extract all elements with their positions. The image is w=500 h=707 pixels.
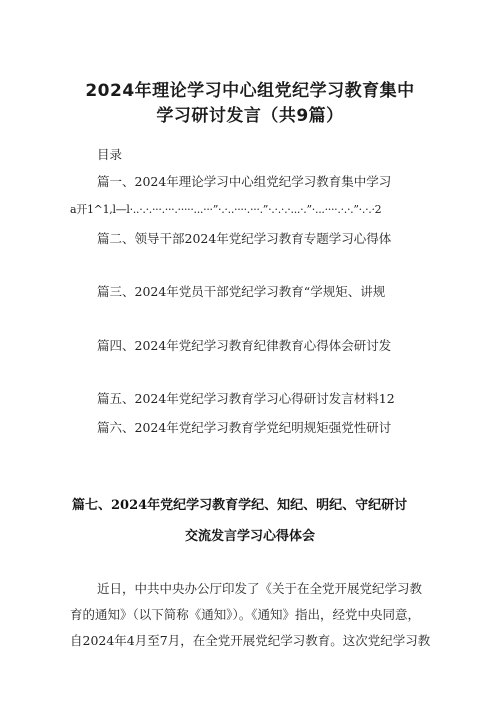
toc-item-1[interactable]: 篇一、2024年理论学习中心组党纪学习教育集中学习	[97, 174, 392, 189]
section-title-line-2: 交流发言学习心得体会	[185, 529, 316, 544]
toc-heading: 目录	[97, 147, 123, 162]
document-title-line-1: 2024年理论学习中心组党纪学习教育集中	[85, 81, 415, 101]
toc-item-2[interactable]: 篇二、领导干部2024年党纪学习教育专题学习心得体	[97, 231, 392, 246]
toc-item-5[interactable]: 篇五、2024年党纪学习教育学习心得研讨发言材料12	[97, 391, 395, 406]
body-paragraph-line-2: 育的通知》（以下简称《通知》）。《通知》指出，经党中央同意，	[70, 607, 421, 622]
toc-item-6[interactable]: 篇六、2024年党纪学习教育学党纪明规矩强党性研讨	[97, 420, 392, 435]
body-paragraph-line-3: 自2024年4月至7月，在全党开展党纪学习教育。这次党纪学习教	[70, 633, 431, 648]
toc-item-1-leader: a开1^1,l—l·..·.·.···.···.·····...···”·.·..····.···.”·.·.·.·...·.”·...····.·.·.”·.·.·2	[70, 203, 382, 216]
document-title-line-2: 学习研讨发言（共9篇）	[156, 106, 344, 126]
toc-item-4[interactable]: 篇四、2024年党纪学习教育纪律教育心得体会研讨发	[97, 338, 392, 353]
body-paragraph-line-1: 近日，中共中央办公厅印发了《关于在全党开展党纪学习教	[97, 581, 423, 596]
section-title-line-1: 篇七、2024年党纪学习教育学纪、知纪、明纪、守纪研讨	[72, 498, 408, 513]
toc-item-3[interactable]: 篇三、2024年党员干部党纪学习教育“学规矩、讲规	[97, 284, 386, 299]
